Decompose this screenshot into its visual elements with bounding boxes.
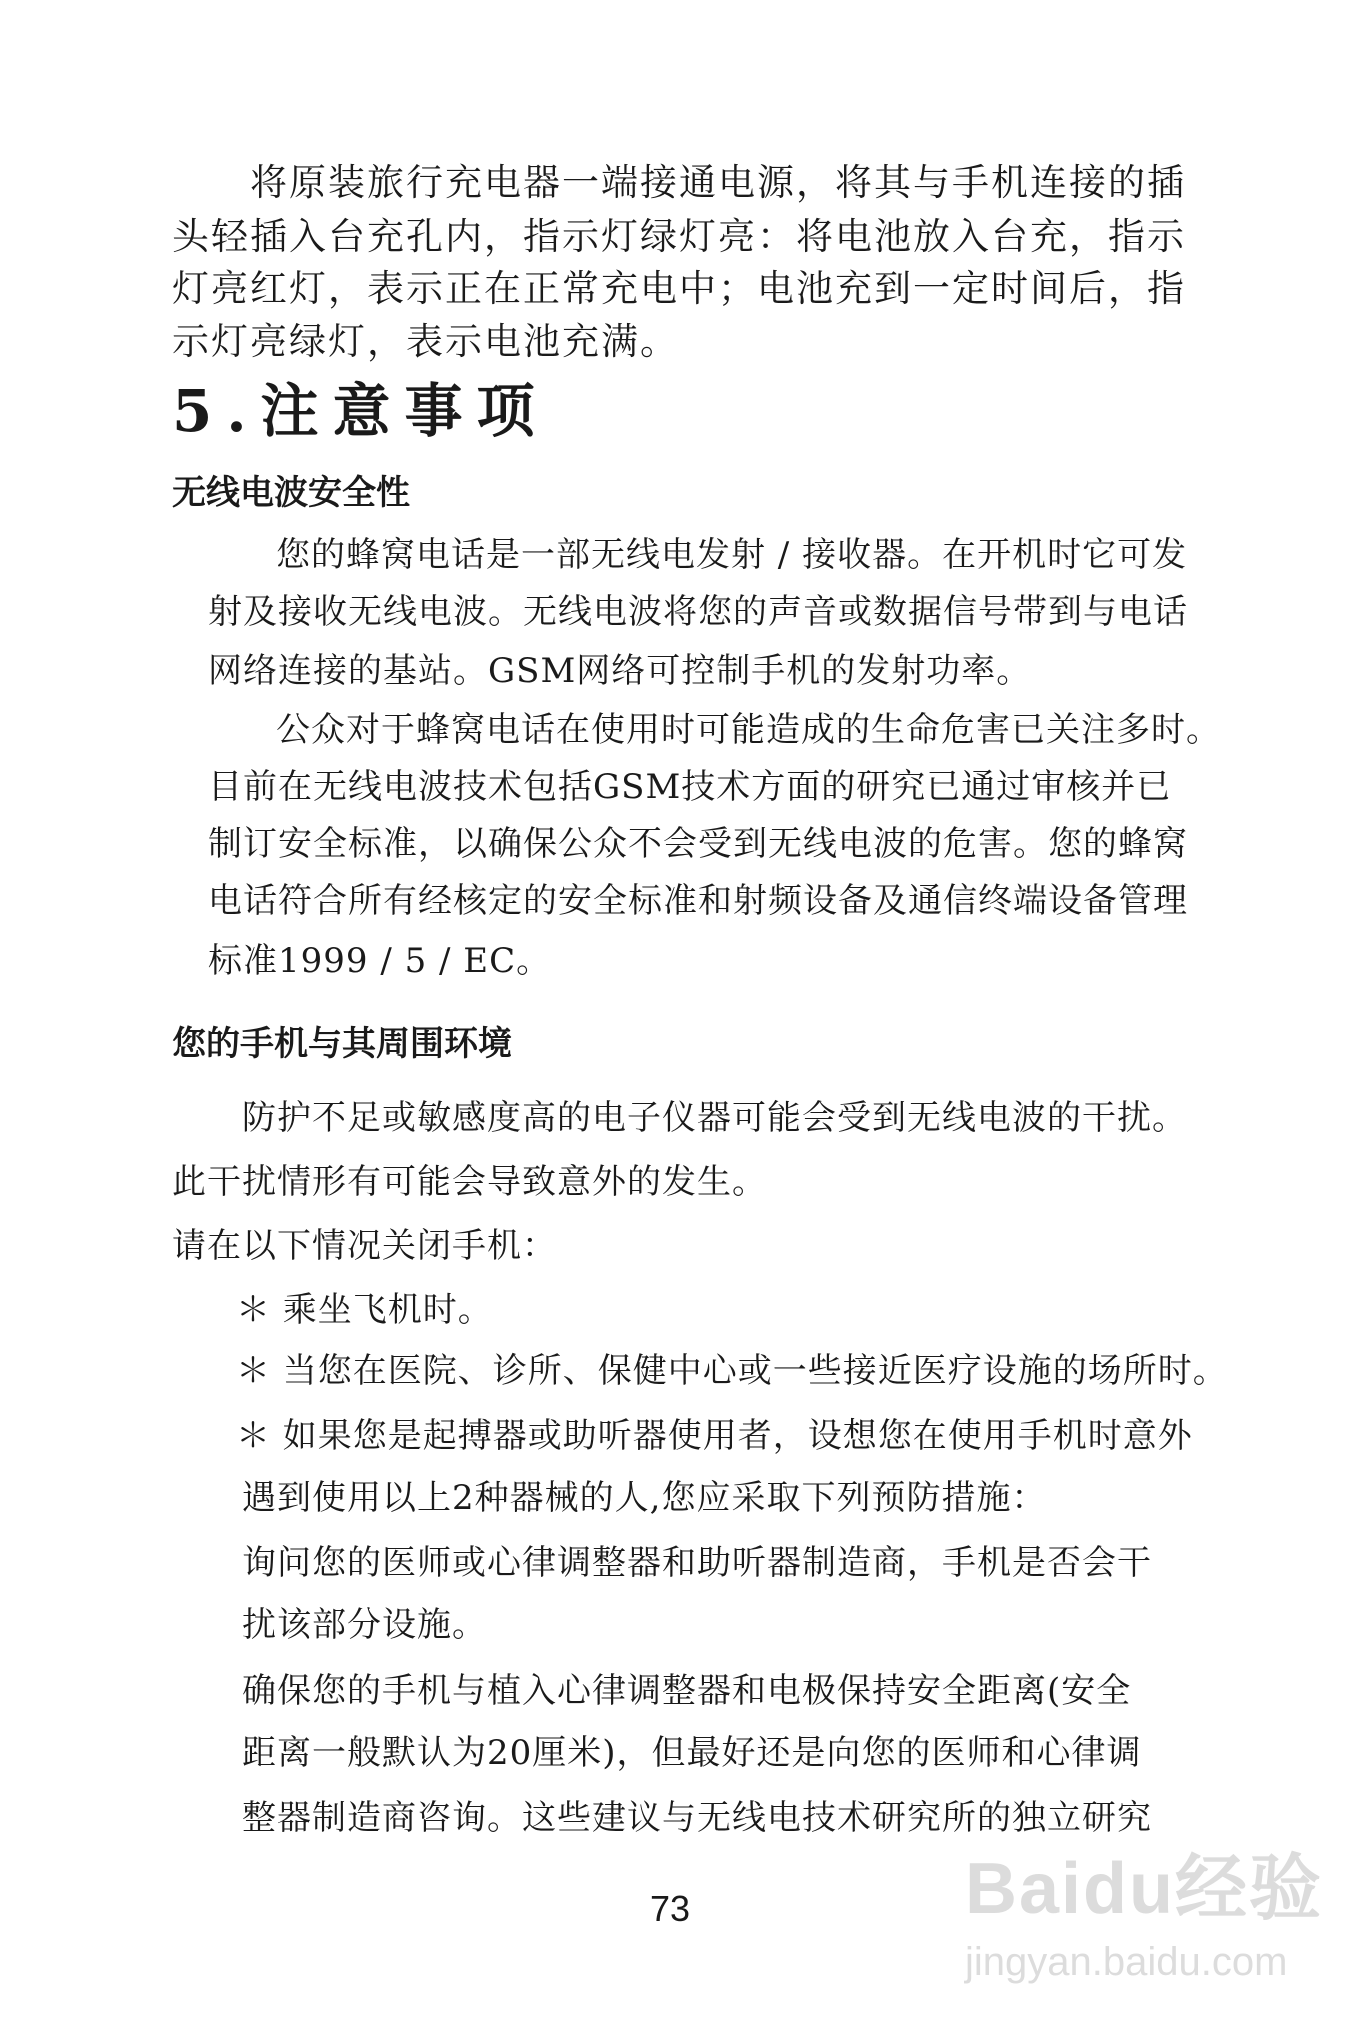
- watermark-logo: Baidu经验: [965, 1849, 1324, 1929]
- text-line: 将原装旅行充电器一端接通电源，将其与手机连接的插: [250, 161, 1186, 204]
- text-line: 公众对于蜂窝电话在使用时可能造成的生命危害已关注多时。: [276, 710, 1221, 750]
- text-line: 整器制造商咨询。这些建议与无线电技术研究所的独立研究: [242, 1798, 1152, 1838]
- text-line: 射及接收无线电波。无线电波将您的声音或数据信号带到与电话: [208, 592, 1188, 632]
- list-item: ＊ 如果您是起搏器或助听器使用者，设想您在使用手机时意外: [236, 1416, 1193, 1456]
- text-line: 制订安全标准，以确保公众不会受到无线电波的危害。您的蜂窝: [208, 824, 1188, 864]
- subsection-title: 无线电波安全性: [172, 473, 410, 513]
- page-number: 73: [650, 1888, 691, 1929]
- text-line: 确保您的手机与植入心律调整器和电极保持安全距离(安全: [242, 1671, 1132, 1711]
- list-item: ＊ 当您在医院、诊所、保健中心或一些接近医疗设施的场所时。: [236, 1351, 1228, 1391]
- watermark-url: jingyan.baidu.com: [965, 1940, 1288, 1984]
- subsection-title: 您的手机与其周围环境: [172, 1024, 512, 1064]
- text-line: 遇到使用以上2种器械的人,您应采取下列预防措施：: [242, 1478, 1047, 1518]
- baidu-watermark: [965, 1830, 1323, 1985]
- section-heading: 5.注意事项: [172, 377, 549, 445]
- text-line: 防护不足或敏感度高的电子仪器可能会受到无线电波的干扰。: [242, 1098, 1187, 1138]
- text-line: 示灯亮绿灯，表示电池充满。: [172, 320, 679, 363]
- text-line: 灯亮红灯，表示正在正常充电中；电池充到一定时间后，指: [172, 267, 1186, 310]
- text-line: 此干扰情形有可能会导致意外的发生。: [172, 1162, 767, 1202]
- text-line: 距离一般默认为20厘米)，但最好还是向您的医师和心律调: [242, 1733, 1142, 1773]
- text-line: 询问您的医师或心律调整器和助听器制造商，手机是否会干: [242, 1543, 1152, 1583]
- text-line: 电话符合所有经核定的安全标准和射频设备及通信终端设备管理: [208, 881, 1188, 921]
- text-line: 网络连接的基站。GSM网络可控制手机的发射功率。: [208, 651, 1032, 691]
- text-line: 扰该部分设施。: [242, 1605, 487, 1645]
- text-line: 头轻插入台充孔内，指示灯绿灯亮：将电池放入台充，指示: [172, 215, 1186, 258]
- text-line: 您的蜂窝电话是一部无线电发射 / 接收器。在开机时它可发: [276, 535, 1188, 575]
- text-line: 目前在无线电波技术包括GSM技术方面的研究已通过审核并已: [208, 767, 1172, 807]
- text-line: 请在以下情况关闭手机：: [172, 1226, 557, 1266]
- list-item: ＊ 乘坐飞机时。: [236, 1290, 493, 1330]
- text-line: 标准1999 / 5 / EC。: [208, 941, 552, 981]
